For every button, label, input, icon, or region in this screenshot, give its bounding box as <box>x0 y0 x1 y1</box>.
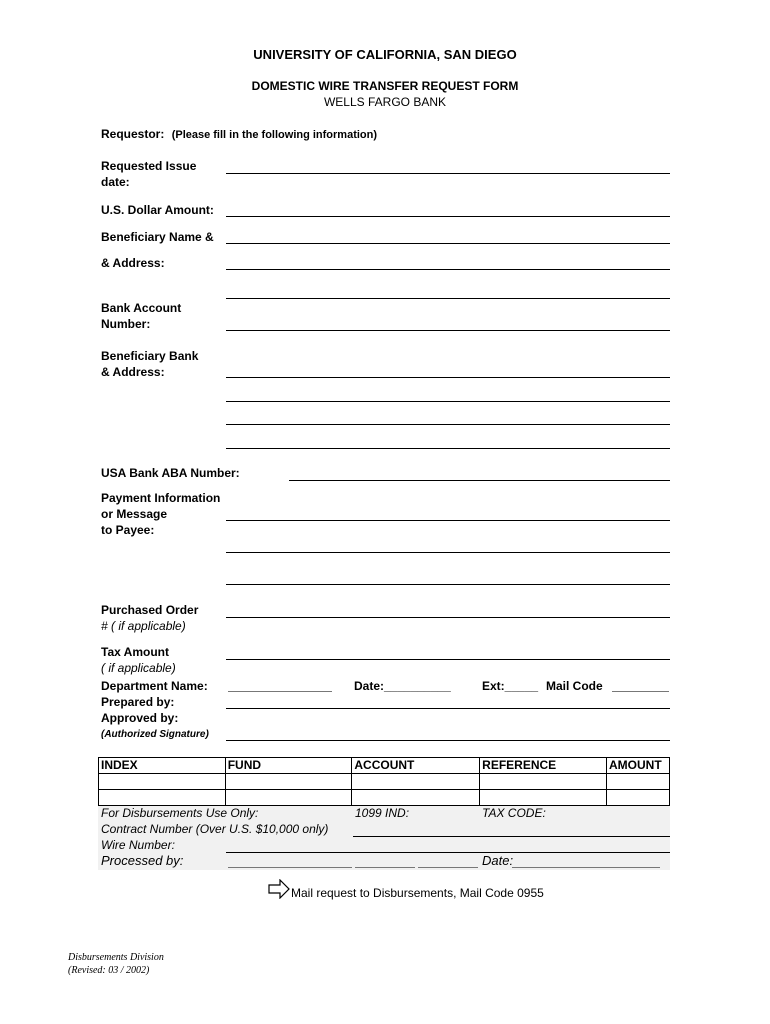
wire-number-field[interactable] <box>226 852 670 853</box>
bank-account-label-line1: Bank Account <box>101 301 182 315</box>
purchase-order-label-line2: # ( if applicable) <box>101 619 186 633</box>
dollar-amount-label: U.S. Dollar Amount: <box>101 203 214 217</box>
beneficiary-bank-label-line1: Beneficiary Bank <box>101 349 199 363</box>
index-cell[interactable] <box>99 790 226 806</box>
contract-number-field[interactable] <box>353 836 670 837</box>
requestor-heading <box>101 126 377 143</box>
beneficiary-name-field[interactable] <box>226 243 670 244</box>
payment-info-label <box>101 490 220 538</box>
ext-field[interactable]: Ext:_____ <box>482 679 539 693</box>
header-account: ACCOUNT <box>352 758 480 774</box>
tax-amount-label-line2: ( if applicable) <box>101 661 176 675</box>
table-row <box>99 774 670 790</box>
tax-amount-label-line1: Tax Amount <box>101 645 169 659</box>
header-reference: REFERENCE <box>480 758 607 774</box>
prepared-by-label: Prepared by: <box>101 695 175 709</box>
reference-cell[interactable] <box>480 774 607 790</box>
address-field-1[interactable] <box>226 269 670 270</box>
requestor-label: Requestor: <box>101 127 165 141</box>
address-label: & Address: <box>101 256 165 270</box>
purchase-order-label-line1: Purchased Order <box>101 603 199 617</box>
accounting-table <box>98 757 670 806</box>
university-title: UNIVERSITY OF CALIFORNIA, SAN DIEGO <box>253 47 517 62</box>
account-cell[interactable] <box>352 774 480 790</box>
bank-name: WELLS FARGO BANK <box>323 95 447 109</box>
footer-revised: (Revised: 03 / 2002) <box>68 965 150 976</box>
beneficiary-name-label: Beneficiary Name & <box>101 230 214 244</box>
amount-cell[interactable] <box>607 774 670 790</box>
issue-date-label <box>101 158 196 190</box>
index-cell[interactable] <box>99 774 226 790</box>
aba-number-field[interactable] <box>289 480 670 481</box>
approved-by-field[interactable] <box>226 740 670 741</box>
fund-cell[interactable] <box>225 790 352 806</box>
department-name-field[interactable] <box>228 691 332 692</box>
purchase-order-field[interactable] <box>226 617 670 618</box>
issue-date-field[interactable] <box>226 173 670 174</box>
account-cell[interactable] <box>352 790 480 806</box>
processed-by-label: Processed by: <box>101 853 184 868</box>
payment-info-field-2[interactable] <box>226 552 670 553</box>
fund-cell[interactable] <box>225 774 352 790</box>
wire-number-label: Wire Number: <box>101 838 175 852</box>
department-name-label: Department Name: <box>101 679 208 693</box>
mail-code-field[interactable] <box>612 691 669 692</box>
table-row <box>99 790 670 806</box>
form-title: DOMESTIC WIRE TRANSFER REQUEST FORM <box>251 79 519 93</box>
payment-info-label-line3: to Payee: <box>101 523 155 537</box>
date-field[interactable]: Date:__________ <box>354 679 451 693</box>
header-index: INDEX <box>99 758 226 774</box>
beneficiary-bank-field-1[interactable] <box>226 377 670 378</box>
authorized-signature-label: (Authorized Signature) <box>101 729 209 740</box>
bank-account-field[interactable] <box>226 330 670 331</box>
approved-by-label: Approved by: <box>101 711 179 725</box>
tax-code-label: TAX CODE: <box>482 806 546 820</box>
header-fund: FUND <box>225 758 352 774</box>
bank-account-label-line2: Number: <box>101 317 151 331</box>
disbursements-use-only-label: For Disbursements Use Only: <box>101 806 259 820</box>
purchase-order-label <box>101 602 198 634</box>
processed-date-label: Date: <box>482 853 514 868</box>
processed-date-field[interactable] <box>512 867 660 868</box>
beneficiary-bank-field-4[interactable] <box>226 448 670 449</box>
contract-number-label: Contract Number (Over U.S. $10,000 only) <box>101 822 329 836</box>
reference-cell[interactable] <box>480 790 607 806</box>
payment-info-field-1[interactable] <box>226 520 670 521</box>
issue-date-label-line1: Requested Issue <box>101 159 197 173</box>
header-amount: AMOUNT <box>607 758 670 774</box>
payment-info-label-line2: or Message <box>101 507 168 521</box>
mail-code-label: Mail Code <box>546 679 603 693</box>
payment-info-field-3[interactable] <box>226 584 670 585</box>
processed-by-field-2[interactable] <box>355 867 415 868</box>
mail-request-text: Mail request to Disbursements, Mail Code 0955 <box>291 886 544 900</box>
amount-cell[interactable] <box>607 790 670 806</box>
beneficiary-bank-label <box>101 348 198 380</box>
ind-label: 1099 IND: <box>355 806 410 820</box>
table-header-row <box>99 758 670 774</box>
beneficiary-bank-field-3[interactable] <box>226 424 670 425</box>
processed-by-field-1[interactable] <box>228 867 352 868</box>
issue-date-label-line2: date: <box>101 175 130 189</box>
beneficiary-bank-field-2[interactable] <box>226 401 670 402</box>
footer-division: Disbursements Division <box>68 952 164 963</box>
tax-amount-field[interactable] <box>226 659 670 660</box>
dollar-amount-field[interactable] <box>226 216 670 217</box>
requestor-note: (Please fill in the following information) <box>171 129 378 141</box>
prepared-by-field[interactable] <box>226 708 670 709</box>
aba-number-label: USA Bank ABA Number: <box>101 466 240 480</box>
payment-info-label-line1: Payment Information <box>101 491 221 505</box>
tax-amount-label <box>101 644 176 676</box>
beneficiary-bank-label-line2: & Address: <box>101 365 165 379</box>
bank-account-label <box>101 300 181 332</box>
address-field-2[interactable] <box>226 298 670 299</box>
processed-by-field-3[interactable] <box>418 867 478 868</box>
arrow-right-icon <box>268 879 290 904</box>
